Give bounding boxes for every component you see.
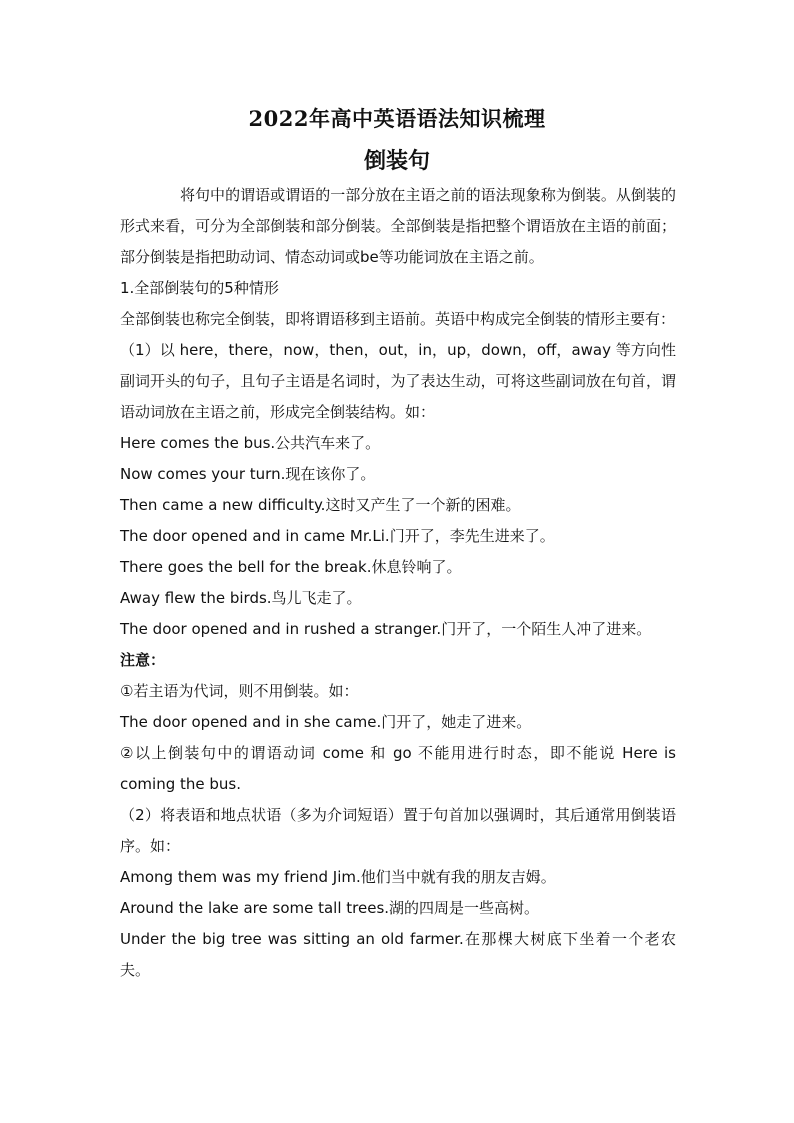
note-item: ①若主语为代词，则不用倒装。如： <box>120 682 359 700</box>
section-heading: 1.全部倒装句的5种情形 <box>120 279 279 297</box>
example-sentence: There goes the bell for the break.休息铃响了。 <box>120 558 462 576</box>
example-sentence: The door opened and in came Mr.Li.门开了，李先生进来了。 <box>120 527 555 545</box>
rule-paragraph: （1）以 here，there，now，then，out，in，up，down，off，away 等方向性副词开头的句子，且句子主语是名词时，为了表达生动，可将这些副词放在句首，谓语动词放在主语之前，形成完全倒装结构。如： <box>120 341 676 421</box>
page-subtitle: 倒装句 <box>363 148 430 174</box>
note-item: ②以上倒装句中的谓语动词 come 和 go 不能用进行时态，即不能说 Here is coming the bus. <box>120 744 676 793</box>
example-sentence: Among them was my friend Jim.他们当中就有我的朋友吉姆。 <box>120 868 556 886</box>
example-sentence: Away flew the birds.鸟儿飞走了。 <box>120 589 362 607</box>
section-description: 全部倒装也称完全倒装，即将谓语移到主语前。英语中构成完全倒装的情形主要有： <box>120 310 676 328</box>
note-label: 注意： <box>120 651 166 669</box>
intro-paragraph: 将句中的谓语或谓语的一部分放在主语之前的语法现象称为倒装。从倒装的形式来看，可分为全部倒装和部分倒装。全部倒装是指把整个谓语放在主语的前面；部分倒装是指把助动词、情态动词或be等功能词放在主语之前。 <box>120 186 676 266</box>
document-body <box>120 180 676 986</box>
example-sentence: Then came a new difficulty.这时又产生了一个新的困难。 <box>120 496 521 514</box>
rule-paragraph: （2）将表语和地点状语（多为介词短语）置于句首加以强调时，其后通常用倒装语序。如： <box>120 806 676 855</box>
example-sentence: Around the lake are some tall trees.湖的四周是一些高树。 <box>120 899 540 917</box>
example-sentence: The door opened and in she came.门开了，她走了进来。 <box>120 713 532 731</box>
page-title: 2022年高中英语语法知识梳理 <box>248 106 546 131</box>
example-sentence: Now comes your turn.现在该你了。 <box>120 465 376 483</box>
example-sentence: The door opened and in rushed a stranger.门开了，一个陌生人冲了进来。 <box>120 620 652 638</box>
example-sentence: Under the big tree was sitting an old farmer.在那棵大树底下坐着一个老农夫。 <box>120 930 676 979</box>
example-sentence: Here comes the bus.公共汽车来了。 <box>120 434 381 452</box>
